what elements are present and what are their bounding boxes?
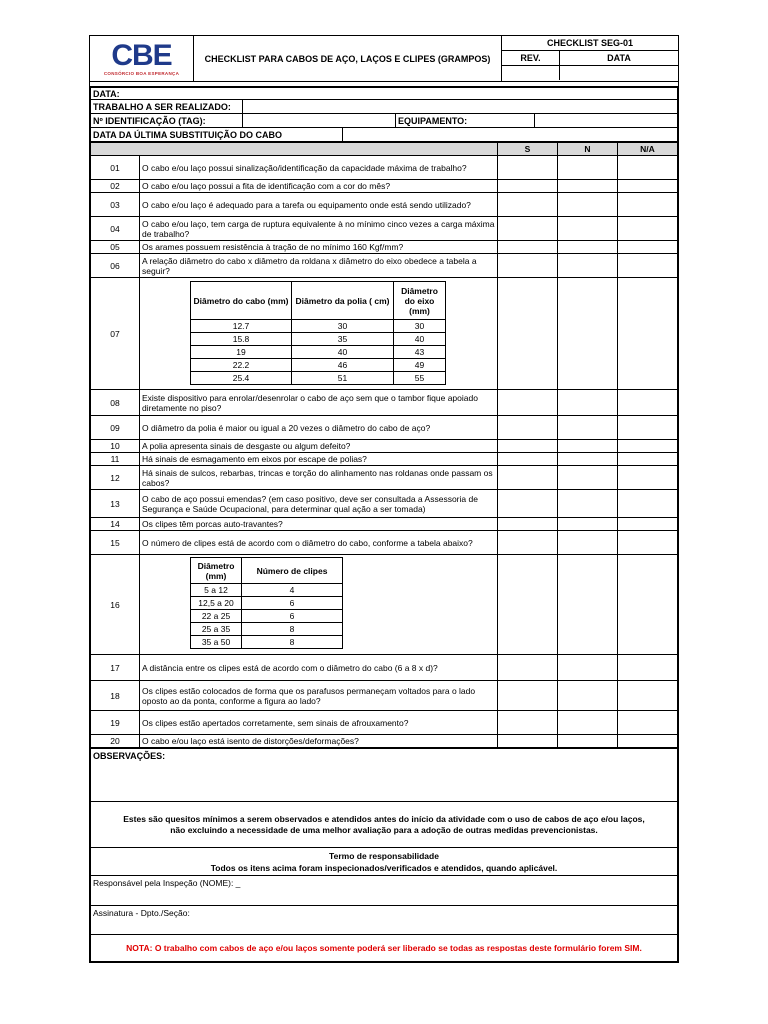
answer-n[interactable] (558, 453, 618, 466)
table-row: 03 O cabo e/ou laço é adequado para a tarefa ou equipamento onde está sendo utilizado? (91, 193, 678, 217)
table-row: 22.2 46 49 (191, 359, 446, 372)
answer-n[interactable] (558, 735, 618, 748)
minimum-requirements-note: Estes são quesitos mínimos a serem observados e atendidos antes do início da atividade com o uso de cabos de aço e/ou laços, não excluindo a necessidade de uma melhor avaliação para a adoção de outras medidas prevencionistas. (91, 802, 678, 848)
answer-n[interactable] (558, 390, 618, 416)
answer-na[interactable] (618, 193, 678, 217)
replacement-date-label: DATA DA ÚLTIMA SUBSTITUIÇÃO DO CABO (91, 128, 343, 142)
answer-na[interactable] (618, 711, 678, 735)
answer-n[interactable] (558, 466, 618, 490)
col-n: N (558, 143, 618, 156)
answer-n[interactable] (558, 531, 618, 555)
table-row: 25.4 51 55 (191, 372, 446, 385)
answer-n[interactable] (558, 254, 618, 278)
footer-table (90, 748, 678, 962)
answer-s[interactable] (498, 453, 558, 466)
answer-s[interactable] (498, 466, 558, 490)
work-input[interactable] (243, 100, 678, 114)
responsibility-text: Todos os itens acima foram inspecionados/verificados e atendidos, quando aplicável. (210, 862, 558, 873)
table-row: 07 Diâmetro do cabo (mm) Diâmetro da polia ( cm) Diâmetro do eixo (mm) 12.7 30 30 15.8 35 40 19 40 43 22.2 46 49 25.4 51 55 (91, 278, 678, 390)
answer-na[interactable] (618, 466, 678, 490)
answer-s[interactable] (498, 711, 558, 735)
table-row: 11 Há sinais de esmagamento em eixos por escape de polias? (91, 453, 678, 466)
answer-n[interactable] (558, 217, 618, 241)
answer-na[interactable] (618, 518, 678, 531)
answer-n[interactable] (558, 241, 618, 254)
table-row: 16 Diâmetro (mm) Número de clipes 5 a 12 4 12,5 a 20 6 22 a 25 6 25 a 35 8 35 a 50 8 (91, 555, 678, 655)
answer-s[interactable] (498, 555, 558, 655)
observations-field[interactable]: OBSERVAÇÕES: (91, 749, 678, 802)
table-row: 08 Existe dispositivo para enrolar/desenrolar o cabo de aço sem que o tambor fique apoiado diretamente no piso? (91, 390, 678, 416)
answer-s[interactable] (498, 416, 558, 440)
table-row: 20 O cabo e/ou laço está isento de distorções/deformações? (91, 735, 678, 748)
responsibility-term (91, 848, 678, 876)
table-row: 15 O número de clipes está de acordo com o diâmetro do cabo, conforme a tabela abaixo? (91, 531, 678, 555)
answer-s[interactable] (498, 254, 558, 278)
release-note: NOTA: O trabalho com cabos de aço e/ou laços somente poderá ser liberado se todas as respostas deste formulário forem SIM. (91, 935, 678, 962)
answer-s[interactable] (498, 193, 558, 217)
clip-count-table (190, 557, 343, 649)
equipment-input[interactable] (535, 114, 678, 128)
table-row: 05 Os arames possuem resistência à tração de no mínimo 160 Kgf/mm? (91, 241, 678, 254)
form-header (90, 36, 678, 82)
answer-s[interactable] (498, 217, 558, 241)
answer-n[interactable] (558, 278, 618, 390)
replacement-date-input[interactable] (343, 128, 678, 142)
logo-subtitle: CONSÓRCIO BOA ESPERANÇA (103, 71, 180, 76)
answer-na[interactable] (618, 278, 678, 390)
pulley-header-pulley: Diâmetro da polia ( cm) (292, 282, 394, 320)
answer-n[interactable] (558, 655, 618, 681)
table-row: 02 O cabo e/ou laço possui a fita de identificação com a cor do mês? (91, 180, 678, 193)
tag-label: Nº IDENTIFICAÇÃO (TAG): (91, 114, 243, 128)
table-row: 06 A relação diâmetro do cabo x diâmetro da roldana x diâmetro do eixo obedece a tabela a seguir? (91, 254, 678, 278)
clip-header-count: Número de clipes (242, 558, 343, 584)
work-label: TRABALHO A SER REALIZADO: (91, 100, 243, 114)
table-row: 15.8 35 40 (191, 333, 446, 346)
answer-na[interactable] (618, 440, 678, 453)
answer-s[interactable] (498, 440, 558, 453)
answer-s[interactable] (498, 180, 558, 193)
responsibility-title: Termo de responsabilidade (329, 850, 439, 861)
form-title: CHECKLIST PARA CABOS DE AÇO, LAÇOS E CLIPES (GRAMPOS) (194, 36, 502, 81)
answer-n[interactable] (558, 490, 618, 518)
date-field[interactable]: DATA: (91, 88, 678, 100)
answer-n[interactable] (558, 711, 618, 735)
clip-header-diameter: Diâmetro (mm) (191, 558, 242, 584)
table-row: 19 40 43 (191, 346, 446, 359)
table-row: 12,5 a 20 6 (191, 597, 343, 610)
table-row: 13 O cabo de aço possui emendas? (em caso positivo, deve ser consultada a Assessoria de Segurança e Saúde Ocupacional, para determinar qual ação a ser tomada) (91, 490, 678, 518)
answer-s[interactable] (498, 241, 558, 254)
answer-na[interactable] (618, 156, 678, 180)
checklist-table (90, 142, 678, 748)
answer-s[interactable] (498, 735, 558, 748)
answer-na[interactable] (618, 490, 678, 518)
table-row: 5 a 12 4 (191, 584, 343, 597)
signature-field[interactable]: Assinatura - Dpto./Seção: (91, 906, 678, 935)
answer-n[interactable] (558, 518, 618, 531)
answer-na[interactable] (618, 681, 678, 711)
answer-s[interactable] (498, 681, 558, 711)
answer-na[interactable] (618, 735, 678, 748)
table-row: 04 O cabo e/ou laço, tem carga de ruptura equivalente à no mínimo cinco vezes a carga máxima de trabalho? (91, 217, 678, 241)
answer-n[interactable] (558, 180, 618, 193)
rev-label: REV. (502, 51, 560, 65)
table-row: 17 A distância entre os clipes está de acordo com o diâmetro do cabo (6 a 8 x d)? (91, 655, 678, 681)
table-row: 01 O cabo e/ou laço possui sinalização/identificação da capacidade máxima de trabalho? (91, 156, 678, 180)
answer-s[interactable] (498, 278, 558, 390)
doc-code: CHECKLIST SEG-01 (502, 36, 678, 51)
table-row: 12 Há sinais de sulcos, rebarbas, trincas e torção do alinhamento nas roldanas onde passam os cabos? (91, 466, 678, 490)
answer-s[interactable] (498, 390, 558, 416)
checklist-form (89, 35, 679, 963)
date-value[interactable] (560, 66, 678, 80)
table-row: 10 A polia apresenta sinais de desgaste ou algum defeito? (91, 440, 678, 453)
answer-s[interactable] (498, 531, 558, 555)
answer-s[interactable] (498, 655, 558, 681)
answer-s[interactable] (498, 518, 558, 531)
answer-na[interactable] (618, 241, 678, 254)
table-row: 25 a 35 8 (191, 623, 343, 636)
pulley-header-cable: Diâmetro do cabo (mm) (191, 282, 292, 320)
answer-n[interactable] (558, 681, 618, 711)
pulley-header-axle: Diâmetro do eixo (mm) (394, 282, 446, 320)
answer-n[interactable] (558, 156, 618, 180)
inspector-name-field[interactable]: Responsável pela Inspeção (NOME): _ (91, 876, 678, 906)
answer-na[interactable] (618, 655, 678, 681)
table-row: 18 Os clipes estão colocados de forma que os parafusos permaneçam voltados para o lado oposto ao da ponta, conforme a figura ao lado? (91, 681, 678, 711)
answer-n[interactable] (558, 555, 618, 655)
answer-s[interactable] (498, 490, 558, 518)
answer-n[interactable] (558, 440, 618, 453)
table-row: 09 O diâmetro da polia é maior ou igual a 20 vezes o diâmetro do cabo de aço? (91, 416, 678, 440)
table-row: 22 a 25 6 (191, 610, 343, 623)
pulley-diameter-table (190, 281, 446, 385)
answer-na[interactable] (618, 254, 678, 278)
tag-input[interactable] (243, 114, 396, 128)
answer-na[interactable] (618, 453, 678, 466)
logo-text: CBE (111, 39, 172, 72)
answer-na[interactable] (618, 555, 678, 655)
table-row: 12.7 30 30 (191, 320, 446, 333)
answer-na[interactable] (618, 180, 678, 193)
col-na: N/A (618, 143, 678, 156)
answer-na[interactable] (618, 217, 678, 241)
answer-na[interactable] (618, 390, 678, 416)
answer-n[interactable] (558, 416, 618, 440)
table-row: 14 Os clipes têm porcas auto-travantes? (91, 518, 678, 531)
doc-info (502, 36, 678, 81)
info-table (90, 87, 678, 142)
rev-value[interactable] (502, 66, 560, 80)
col-s: S (498, 143, 558, 156)
header-blank (91, 143, 498, 156)
answer-na[interactable] (618, 416, 678, 440)
equipment-label: EQUIPAMENTO: (396, 114, 535, 128)
table-row: 19 Os clipes estão apertados corretamente, sem sinais de afrouxamento? (91, 711, 678, 735)
answer-na[interactable] (618, 531, 678, 555)
table-row: 35 a 50 8 (191, 636, 343, 649)
answer-s[interactable] (498, 156, 558, 180)
date-label: DATA (607, 53, 631, 63)
answer-n[interactable] (558, 193, 618, 217)
company-logo (90, 36, 194, 81)
